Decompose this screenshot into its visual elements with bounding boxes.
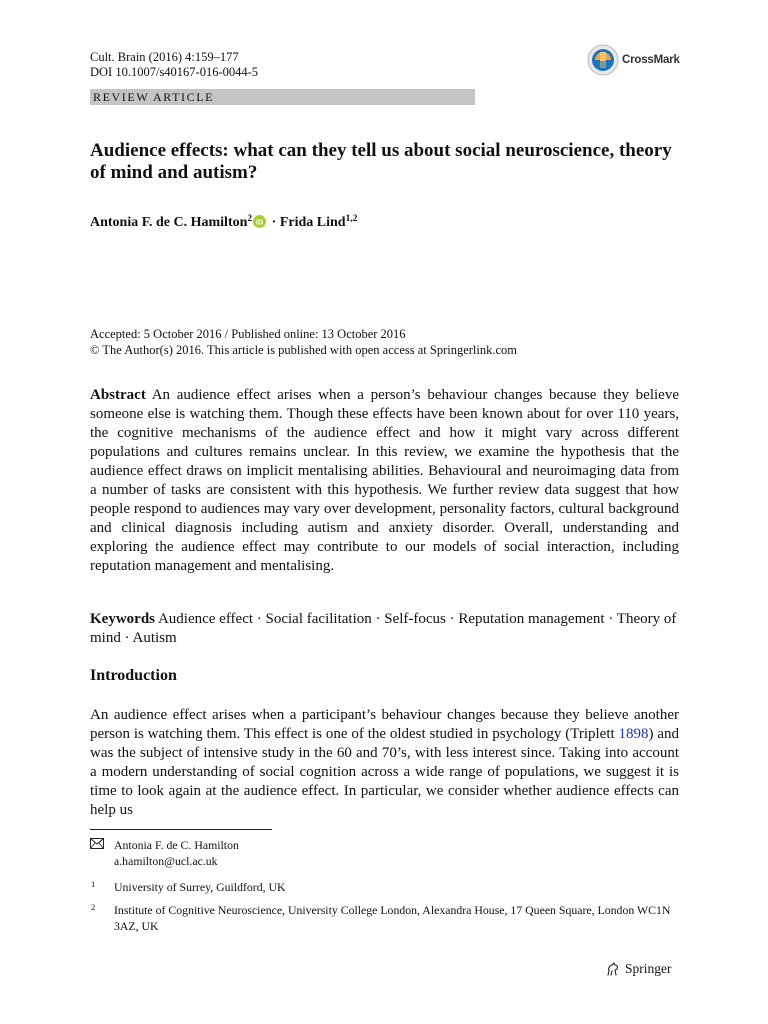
springer-horse-icon xyxy=(605,961,621,977)
affiliation-text: University of Surrey, Guildford, UK xyxy=(114,880,286,894)
footnote-mark: 1 xyxy=(91,879,96,889)
author-name[interactable]: Frida Lind xyxy=(279,215,346,230)
introduction-paragraph xyxy=(90,706,679,820)
affiliation-mark: 2 xyxy=(247,214,253,224)
intro-text: ) and was the subject of intensive study in the 60 and 70’s, with less interest since. Taking into account a modern understanding of social cognition across a wide range of populations, we suggest it is time to look again at the audience effect. In particular, we consider whether audience effects can help us xyxy=(90,726,680,818)
keywords-label: Keywords xyxy=(90,611,155,627)
journal-citation: Cult. Brain (2016) 4:159–177 xyxy=(90,50,239,64)
crossmark-icon xyxy=(587,44,619,76)
contact-email[interactable]: a.hamilton@ucl.ac.uk xyxy=(114,853,218,868)
abstract-text: An audience effect arises when a person’s behaviour changes because they believe someone else is watching them. Though these effects have been known about for over 110 years, the cognitive mechanisms of the audience effect and how it might vary across different populations and cultures remains unclear. In this review, we examine the hypothesis that the audience effect draws on implicit mentalising abilities. Behavioural and neuroimaging data from a number of tasks are consistent with this hypothesis. We further review data suggest that how people respond to audiences may vary over development, personality factors, cultural background and clinical diagnosis including autism and anxiety disorder. Overall, understanding and exploring the audience effect may contribute to our models of social interaction, including reputation management and mentalising. xyxy=(90,387,679,574)
author-name[interactable]: Antonia F. de C. Hamilton xyxy=(90,215,248,230)
affiliation-footnote xyxy=(90,880,679,896)
svg-text:iD: iD xyxy=(255,217,264,227)
orcid-icon[interactable] xyxy=(253,215,266,228)
dates-line: Accepted: 5 October 2016 / Published online: 13 October 2016 xyxy=(90,327,406,341)
author-separator: · xyxy=(268,215,280,230)
affiliation-mark: 1,2 xyxy=(345,214,358,224)
abstract-label: Abstract xyxy=(90,387,146,403)
footnote-mark: 2 xyxy=(91,902,96,912)
publication-dates xyxy=(90,326,690,358)
affiliation-footnote xyxy=(90,903,679,935)
citation-link[interactable]: 1898 xyxy=(618,726,649,742)
doi[interactable]: DOI 10.1007/s40167-016-0044-5 xyxy=(90,65,259,79)
copyright-line: © The Author(s) 2016. This article is published with open access at Springerlink.com xyxy=(90,343,518,357)
envelope-icon xyxy=(90,838,104,854)
article-type-bar: REVIEW ARTICLE xyxy=(90,89,475,105)
intro-text: An audience effect arises when a participant’s behaviour changes because they believe another person is watching them. This effect is one of the oldest studied in psychology (Triplett xyxy=(90,707,679,742)
contact-name: Antonia F. de C. Hamilton xyxy=(114,838,239,852)
footnote-divider xyxy=(90,829,272,830)
author-list xyxy=(90,210,357,232)
abstract xyxy=(90,386,679,576)
crossmark-badge[interactable] xyxy=(587,42,697,78)
corresponding-author-note xyxy=(90,838,679,870)
affiliation-text: Institute of Cognitive Neuroscience, University College London, Alexandra House, 17 Queen Square, London WC1N 3AZ, UK xyxy=(114,903,671,933)
keywords-text: Audience effect · Social facilitation · Self-focus · Reputation management · Theory of mind · Autism xyxy=(90,611,677,646)
section-heading-introduction: Introduction xyxy=(90,667,177,684)
keywords xyxy=(90,610,679,648)
publisher-name: Springer xyxy=(625,961,672,976)
article-title: Audience effects: what can they tell us about social neuroscience, theory of mind and autism? xyxy=(90,140,672,183)
publisher-logo xyxy=(605,960,672,978)
crossmark-label: CrossMark xyxy=(622,54,680,66)
